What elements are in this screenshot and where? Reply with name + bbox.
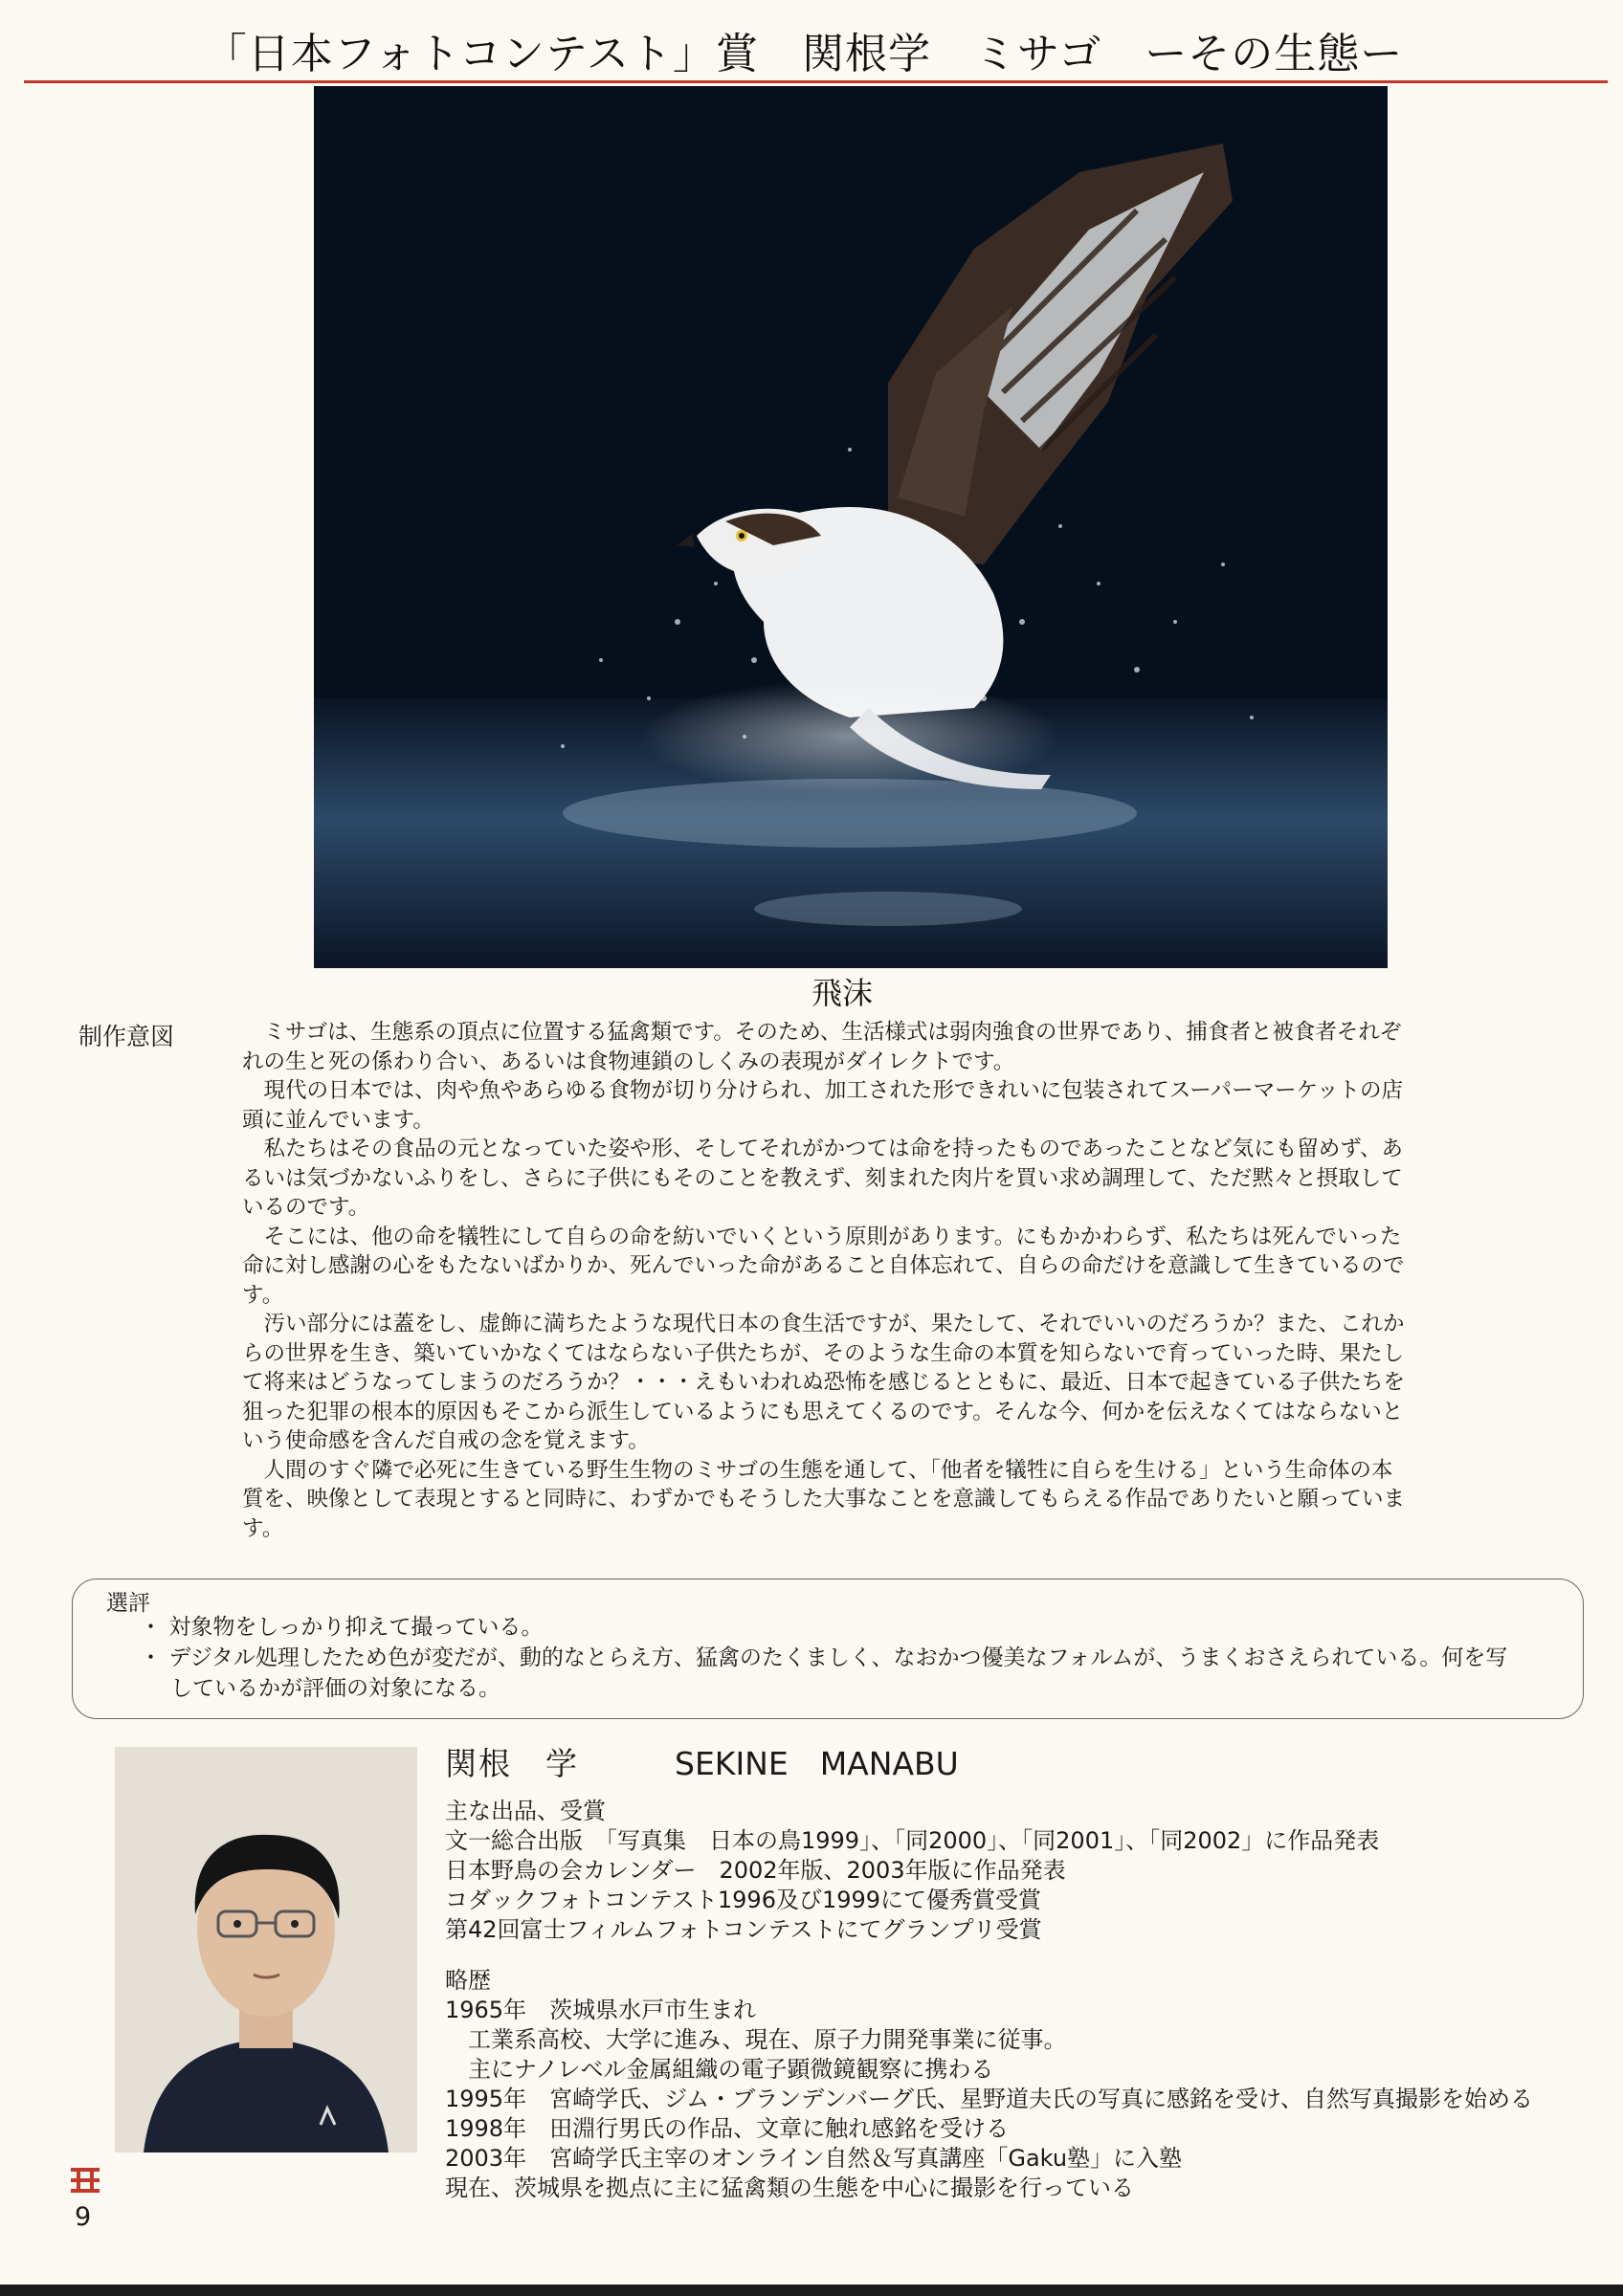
history-item: 1998年 田淵行男氏の作品、文章に触れ感銘を受ける [445, 2115, 1010, 2142]
review-heading: 選評 [106, 1591, 150, 1616]
award-item: 第42回富士フィルムフォトコンテストにてグランプリ受賞 [445, 1916, 1042, 1943]
award-item: 日本野鳥の会カレンダー 2002年版、2003年版に作品発表 [445, 1857, 1066, 1884]
osprey-photo [314, 86, 1388, 968]
review-box [72, 1578, 1584, 1719]
award-item: 文一総合出版 「写真集 日本の鳥1999」、「同2000」、「同2001」、「同2002」に作品発表 [445, 1827, 1380, 1854]
page-title: 「日本フォトコンテスト」賞 関根学 ミサゴ ーその生態ー [204, 30, 1404, 78]
history-item: 現在、茨城県を拠点に主に猛禽類の生態を中心に撮影を行っている [445, 2175, 1134, 2201]
photographer-bio [445, 1797, 1612, 2203]
bottom-edge [0, 2285, 1623, 2296]
section-gap [445, 1945, 1612, 1966]
history-item: 工業系高校、大学に進み、現在、原子力開発事業に従事。 [468, 2026, 1067, 2053]
intent-paragraph: 汚い部分には蓋をし、虚飾に満ちたような現代日本の食生活ですが、果たして、それでいいのだろうか？また、これからの世界を生き、築いていかなくてはならない子供たちが、そのような生命の本質を知らないで育っていった時、果たして将来はどうなってしまうのだろうか？・・・えもいわれぬ恐怖を感じるとともに、最近、日本で起きている子供たちを狙った犯罪の根本的原因もそこから派生しているようにも思えてくるのです。そんな今、何かを伝えなくてはならないという使命感を含んだ自戒の念を覚えます。 [242, 1312, 1406, 1453]
intent-paragraph: 人間のすぐ隣で必死に生きている野生生物のミサゴの生態を通して、「他者を犠牲に自らを生ける」という生命体の本質を、映像として表現とすると同時に、わずかでもそうした大事なことを意識してもらえる作品でありたいと願っています。 [242, 1457, 1406, 1541]
title-divider [24, 80, 1608, 83]
history-item: 2003年 宮崎学氏主宰のオンライン自然＆写真講座「Gaku塾」に入塾 [445, 2145, 1183, 2172]
intent-paragraph: 私たちはその食品の元となっていた姿や形、そしてそれがかつては命を持ったものであったことなど気にも留めず、あるいは気づかないふりをし、さらに子供にもそのことを教えず、刻まれた肉片を買い求め調理して、ただ黙々と摂取しているのです。 [242, 1137, 1403, 1220]
intent-label: 制作意図 [78, 1023, 175, 1050]
award-item: コダックフォトコンテスト1996及び1999にて優秀賞受賞 [445, 1887, 1042, 1913]
intent-paragraph: ミサゴは、生態系の頂点に位置する猛禽類です。そのため、生活様式は弱肉強食の世界であり、捕食者と被食者それぞれの生と死の係わり合い、あるいは食物連鎖のしくみの表現がダイレクトです。 [242, 1020, 1402, 1074]
intent-paragraph: 現代の日本では、肉や魚やあらゆる食物が切り分けられ、加工された形できれいに包装されてスーパーマーケットの店頭に並んでいます。 [242, 1078, 1403, 1133]
photographer-name [445, 1739, 959, 1784]
review-item: ・ デジタル処理したため色が変だが、動的なとらえ方、猛禽のたくましく、なおかつ優美なフォルムが、うまくおさえられている。何を写しているかが評価の対象になる。 [140, 1643, 1518, 1704]
name-english: SEKINE MANABU [675, 1745, 959, 1782]
page-number: 9 [75, 2202, 92, 2232]
club-emblem-icon [69, 2164, 101, 2197]
portrait-image [115, 1747, 417, 2152]
awards-heading: 主な出品、受賞 [445, 1798, 606, 1824]
intent-statement [242, 1018, 1410, 1543]
history-item: 主にナノレベル金属組織の電子顕微鏡観察に携わる [468, 2056, 994, 2083]
photographer-portrait [115, 1747, 417, 2152]
photo-caption: 飛沫 [811, 975, 873, 1011]
history-item: 1965年 茨城県水戸市生まれ [445, 1997, 757, 2023]
intent-paragraph: そこには、他の命を犠牲にして自らの命を紡いでいくという原則があります。にもかかわらず、私たちは死んでいった命に対し感謝の心をもたないばかりか、死んでいった命があること自体忘れて、自らの命だけを意識して生きているのです。 [242, 1224, 1405, 1308]
review-list [140, 1612, 1518, 1704]
history-item: 1995年 宮崎学氏、ジム・ブランデンバーグ氏、星野道夫氏の写真に感銘を受け、自然写真撮影を始める [445, 2086, 1533, 2112]
osprey-splash-image [314, 86, 1388, 968]
history-heading: 略歴 [445, 1967, 491, 1994]
name-japanese: 関根 学 [445, 1745, 579, 1782]
review-item: ・ 対象物をしっかり抑えて撮っている。 [140, 1612, 1518, 1643]
